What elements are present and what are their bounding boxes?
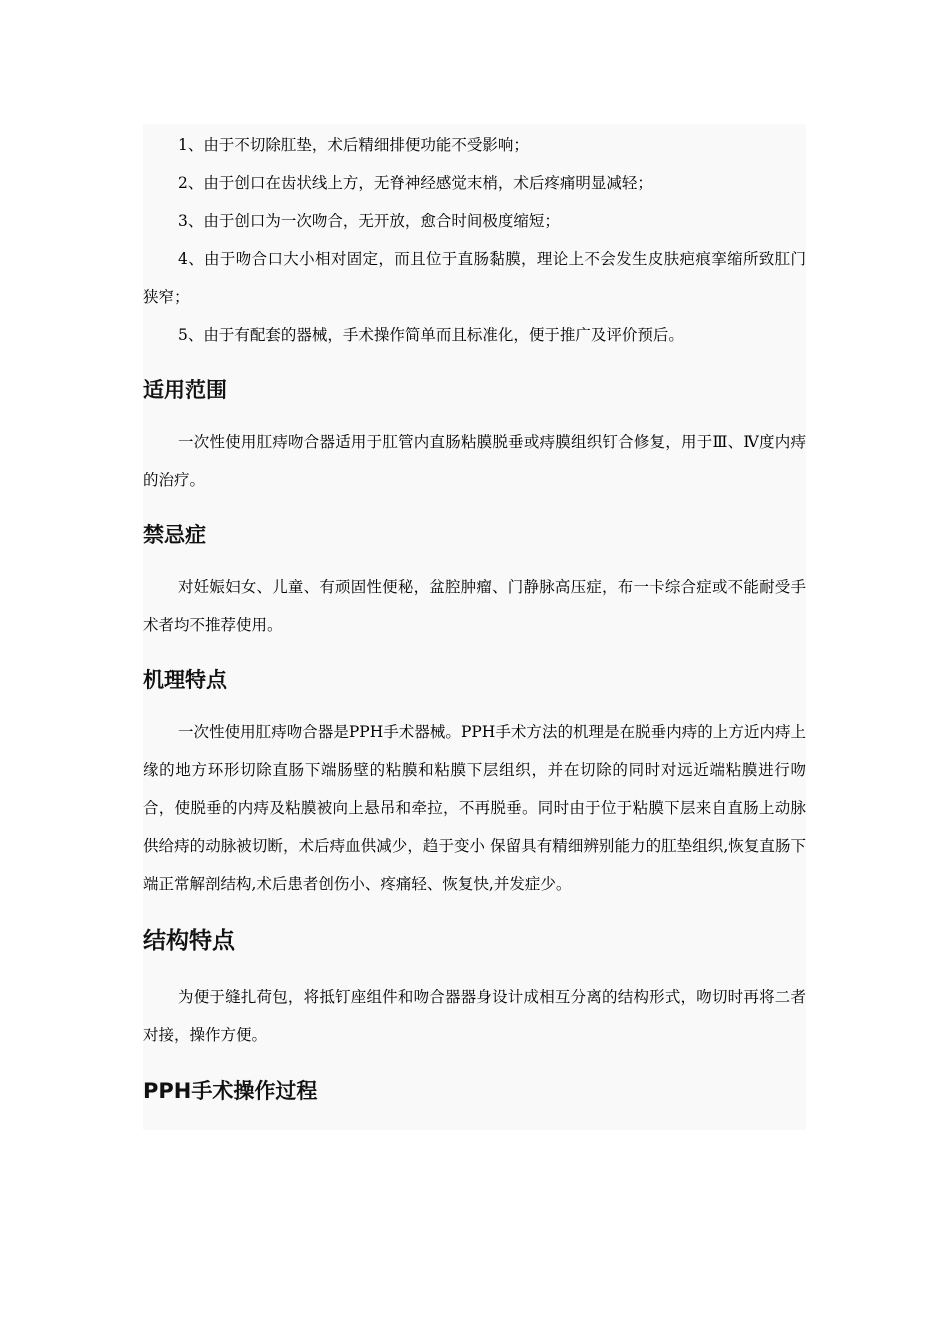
advantage-item-4: 4、由于吻合口大小相对固定，而且位于直肠黏膜，理论上不会发生皮肤疤痕挛缩所致肛门狭窄； <box>143 250 806 306</box>
section-body-contraindications: 对妊娠妇女、儿童、有顽固性便秘，盆腔肿瘤、门静脉高压症，布一卡综合症或不能耐受手术者均不推荐使用。 <box>143 578 806 634</box>
section-body-scope: 一次性使用肛痔吻合器适用于肛管内直肠粘膜脱垂或痔膜组织钉合修复，用于Ⅲ、Ⅳ度内痔的治疗。 <box>143 433 806 489</box>
section-title-contraindications: 禁忌症 <box>143 523 206 547</box>
advantage-item-5: 5、由于有配套的器械，手术操作简单而且标准化，便于推广及评价预后。 <box>178 326 684 344</box>
advantage-item-3: 3、由于创口为一次吻合，无开放，愈合时间极度缩短； <box>178 212 560 230</box>
document-content-panel <box>143 124 806 1130</box>
section-body-mechanism: 一次性使用肛痔吻合器是PPH手术器械。PPH手术方法的机理是在脱垂内痔的上方近内痔上缘的地方环形切除直肠下端肠壁的粘膜和粘膜下层组织，并在切除的同时对远近端粘膜进行吻合，使脱垂的内痔及粘膜被向上悬吊和牵拉，不再脱垂。同时由于位于粘膜下层来自直肠上动脉供给痔的动脉被切断，术后痔血供减少，趋于变小 保留具有精细辨别能力的肛垫组织,恢复直肠下端正常解剖结构,术后患者创伤小、疼痛轻、恢复快,并发症少。 <box>143 723 806 893</box>
advantage-item-1: 1、由于不切除肛垫，术后精细排便功能不受影响； <box>178 136 529 154</box>
section-title-procedure: PPH手术操作过程 <box>143 1079 318 1103</box>
document-text-column <box>143 124 806 1116</box>
advantage-item-2: 2、由于创口在齿状线上方，无脊神经感觉末梢，术后疼痛明显减轻； <box>178 174 653 192</box>
section-body-structure: 为便于缝扎荷包，将抵钉座组件和吻合器器身设计成相互分离的结构形式，吻切时再将二者对接，操作方便。 <box>143 988 806 1044</box>
section-title-scope: 适用范围 <box>143 378 227 402</box>
section-title-structure: 结构特点 <box>143 928 235 954</box>
section-title-mechanism: 机理特点 <box>143 668 227 692</box>
